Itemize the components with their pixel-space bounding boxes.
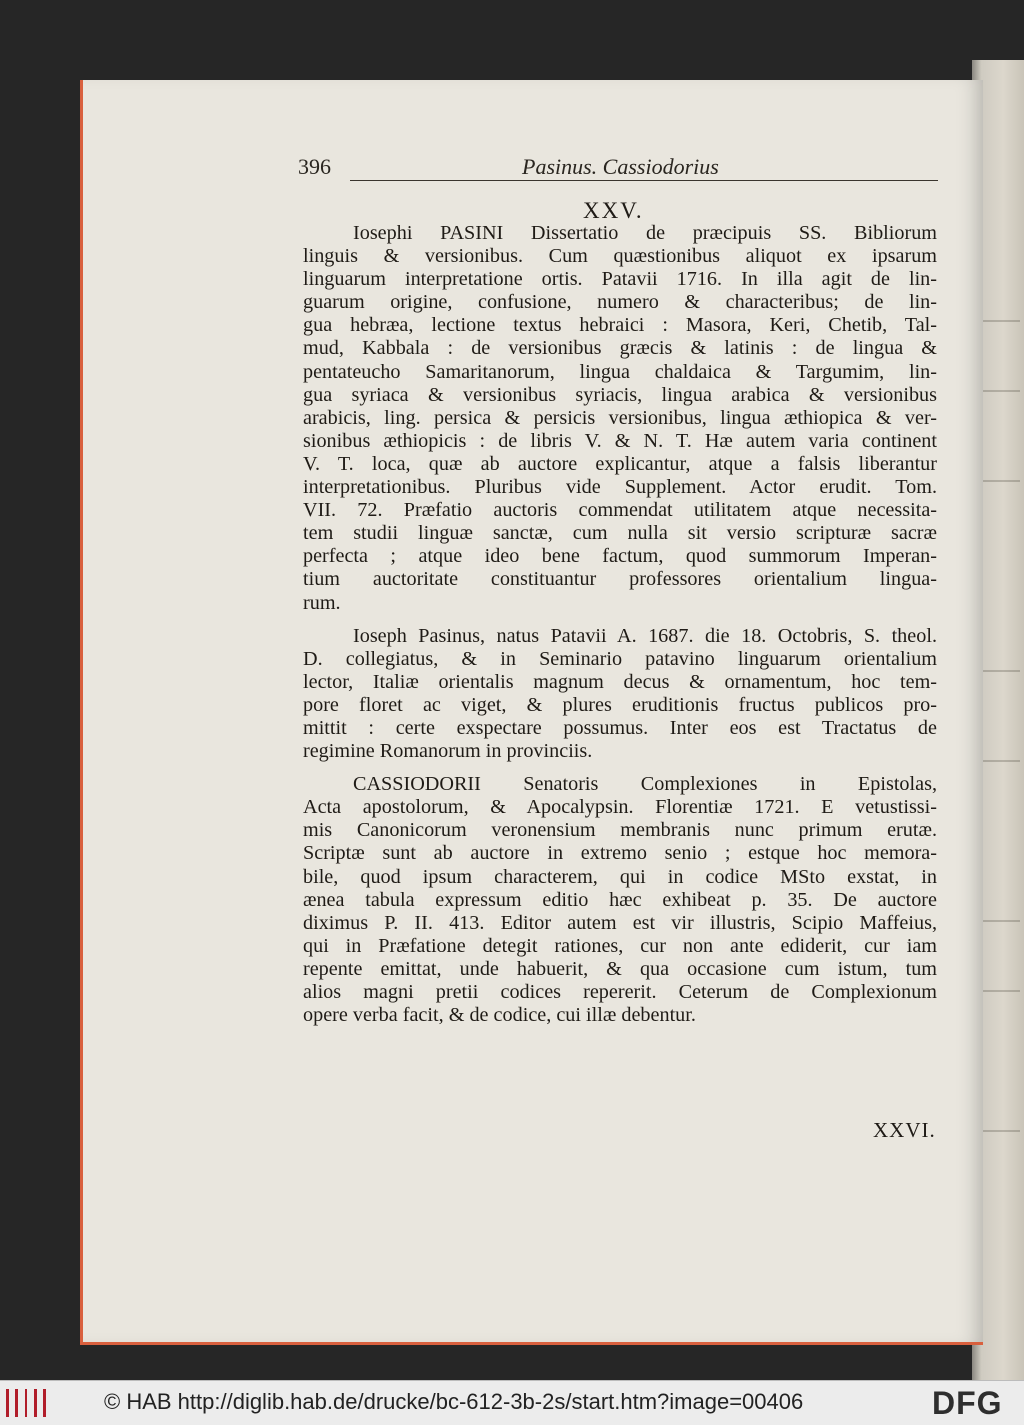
text-line: ænea tabula expressum editio hæc exhibeat p. 35. De auctore [303,888,937,911]
text-line: Scriptæ sunt ab auctore in extremo senio ; estque hoc memora- [303,842,937,865]
text-line: mittit : certe exspectare possumus. Inter eos est Tractatus de [303,716,937,739]
text-line: regimine Romanorum in provinciis. [303,740,593,763]
text-line: mud, Kabbala : de versionibus græcis & latinis : de lingua & [303,337,937,360]
text-line: sionibus æthiopicis : de libris V. & N. T. Hæ autem varia continent [303,429,937,452]
text-line: Ioseph Pasinus, natus Patavii A. 1687. die 18. Octobris, S. theol. [353,624,937,647]
text-line: V. T. loca, quæ ab auctore explicantur, atque a falsis liberantur [303,452,937,475]
text-line: tium auctoritate constituantur professores orientalium lingua- [303,568,937,591]
text-line: D. collegiatus, & in Seminario patavino linguarum orientalium [303,647,937,670]
page-number: 396 [298,154,331,179]
text-line: lector, Italiæ orientalis magnum decus & ornamentum, hoc tem- [303,670,937,693]
text-line: Iosephi PASINI Dissertatio de præcipuis SS. Bibliorum [353,222,937,244]
text-line: gua hebræa, lectione textus hebraici : Masora, Keri, Chetib, Tal- [303,314,937,337]
hab-barcode-logo-icon[interactable] [6,1389,46,1417]
header-rule [350,180,938,181]
book-page [80,80,983,1345]
source-credit-link[interactable]: © HAB http://diglib.hab.de/drucke/bc-612-3b-2s/start.htm?image=00406 [104,1389,804,1414]
page-header [298,154,938,188]
text-line: rum. [303,591,341,614]
section-number: XXV. [583,198,644,223]
text-line: pore floret ac viget, & plures eruditionis fructus publicos pro- [303,693,937,716]
viewer-footer [0,1380,1024,1425]
paragraph [303,222,937,615]
text-line: linguarum interpretatione ortis. Patavii 1716. In illa agit de lin- [303,268,937,291]
text-line: perfecta ; atque ideo bene factum, quod summorum Imperan- [303,545,937,568]
paragraph [303,625,937,764]
text-line: guarum origine, confusione, numero & characteribus; de lin- [303,291,937,314]
text-line: Acta apostolorum, & Apocalypsin. Florentiæ 1721. E vetustissi- [303,796,937,819]
text-line: alios magni pretii codices repererit. Ceterum de Complexionum [303,981,937,1003]
catchword: XXVI. [873,1118,936,1142]
text-line: linguis & versionibus. Cum quæstionibus aliquot ex ipsarum [303,245,937,268]
dfg-logo[interactable]: DFG [932,1385,1003,1421]
text-line: interpretationibus. Pluribus vide Supplement. Actor erudit. Tom. [303,476,937,499]
text-line: CASSIODORII Senatoris Complexiones in Epistolas, [353,773,937,796]
text-line: arabicis, ling. persica & persicis versionibus, lingua æthiopica & ver- [303,406,937,429]
text-line: qui in Præfatione detegit rationes, cur non ante ediderit, cur iam [303,934,937,957]
paragraph [303,773,937,1027]
text-line: opere verba facit, & de codice, cui illæ debentur. [303,1004,696,1027]
text-line: tem studii linguæ sanctæ, cum nulla sit versio scripturæ sacræ [303,522,937,545]
text-line: mis Canonicorum veronensium membranis nunc primum erutæ. [303,819,937,842]
text-line: diximus P. II. 413. Editor autem est vir illustris, Scipio Maffeius, [303,911,937,934]
body-text [303,222,937,1027]
text-line: pentateucho Samaritanorum, lingua chaldaica & Targumim, lin- [303,360,937,383]
text-line: gua syriaca & versionibus syriacis, lingua arabica & versionibus [303,383,937,406]
text-line: repente emittat, unde habuerit, & qua occasione cum istum, tum [303,957,937,980]
running-title: Pasinus. Cassiodorius [516,154,725,180]
text-line: bile, quod ipsum characterem, qui in codice MSto exstat, in [303,865,937,888]
text-line: VII. 72. Præfatio auctoris commendat utilitatem atque necessita- [303,499,937,522]
